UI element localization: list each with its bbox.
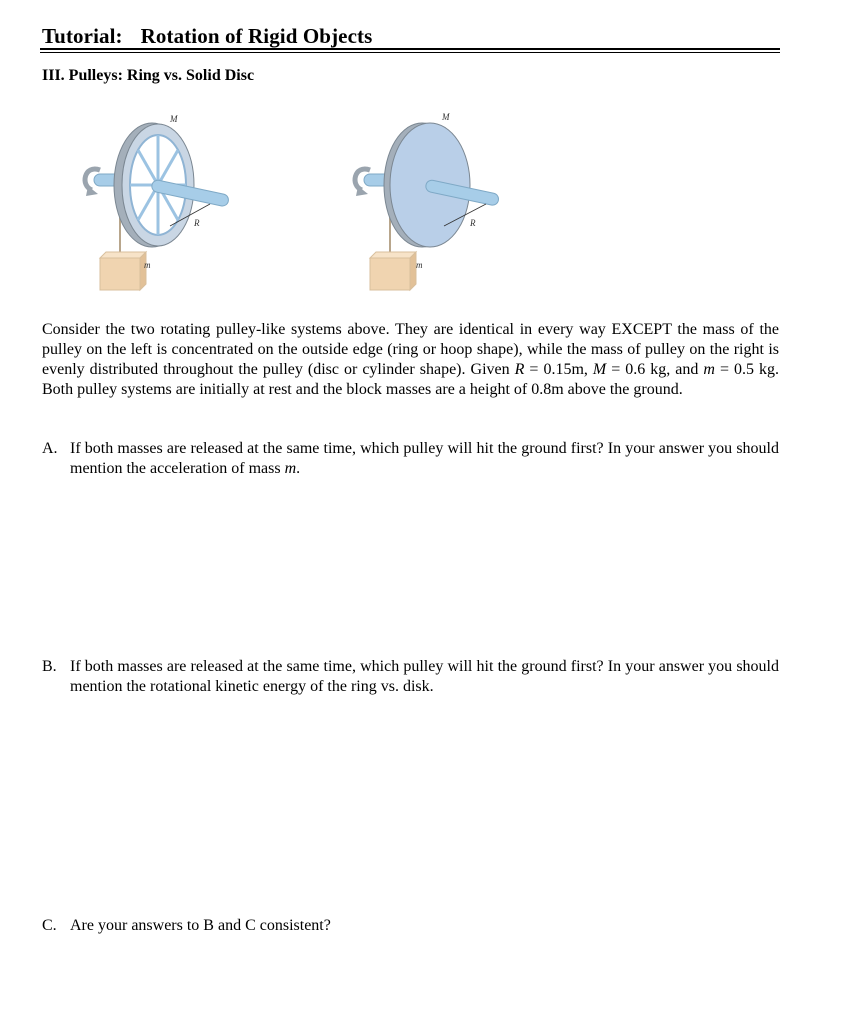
title-right: Rotation of Rigid Objects bbox=[140, 24, 373, 48]
label-m: m bbox=[416, 260, 423, 270]
hanging-block bbox=[370, 252, 416, 258]
question-c bbox=[42, 916, 779, 936]
question-text: If both masses are released at the same time, which pulley will hit the ground first? In your answer you should mention the rotational kinetic energy of the ring vs. disk. bbox=[70, 658, 779, 695]
question-a bbox=[42, 439, 779, 479]
label-M: M bbox=[170, 114, 178, 124]
hanging-block bbox=[100, 252, 146, 258]
label-R: R bbox=[194, 218, 200, 228]
question-b bbox=[42, 657, 779, 697]
label-m: m bbox=[144, 260, 151, 270]
title-rule-thin bbox=[40, 52, 780, 53]
title-left: Tutorial: bbox=[42, 24, 123, 48]
ring-pulley-figure bbox=[70, 108, 250, 298]
label-R: R bbox=[470, 218, 476, 228]
title-rule-thick bbox=[40, 48, 780, 50]
question-label: B. bbox=[42, 658, 57, 675]
section-heading: III. Pulleys: Ring vs. Solid Disc bbox=[42, 67, 255, 84]
question-label: C. bbox=[42, 917, 57, 934]
label-M: M bbox=[442, 112, 450, 122]
question-label: A. bbox=[42, 440, 58, 457]
disc-pulley-figure bbox=[340, 108, 520, 298]
question-text: Are your answers to B and C consistent? bbox=[70, 917, 331, 934]
intro-paragraph: Consider the two rotating pulley-like systems above. They are identical in every way EXCEPT the mass of the pulley on the left is concentrated on the outside edge (ring or hoop shape), while the mass of pulley on the right is evenly distributed throughout the pulley (disc or cylinder shape). Given R = 0.15m, M = 0.6 kg, and m = 0.5 kg. Both pulley systems are initially at rest and the block masses are a height of 0.8m above the ground. bbox=[42, 321, 780, 398]
page-title bbox=[42, 24, 372, 49]
question-text: If both masses are released at the same time, which pulley will hit the ground first? In your answer you should mention the acceleration of mass m. bbox=[70, 440, 779, 477]
